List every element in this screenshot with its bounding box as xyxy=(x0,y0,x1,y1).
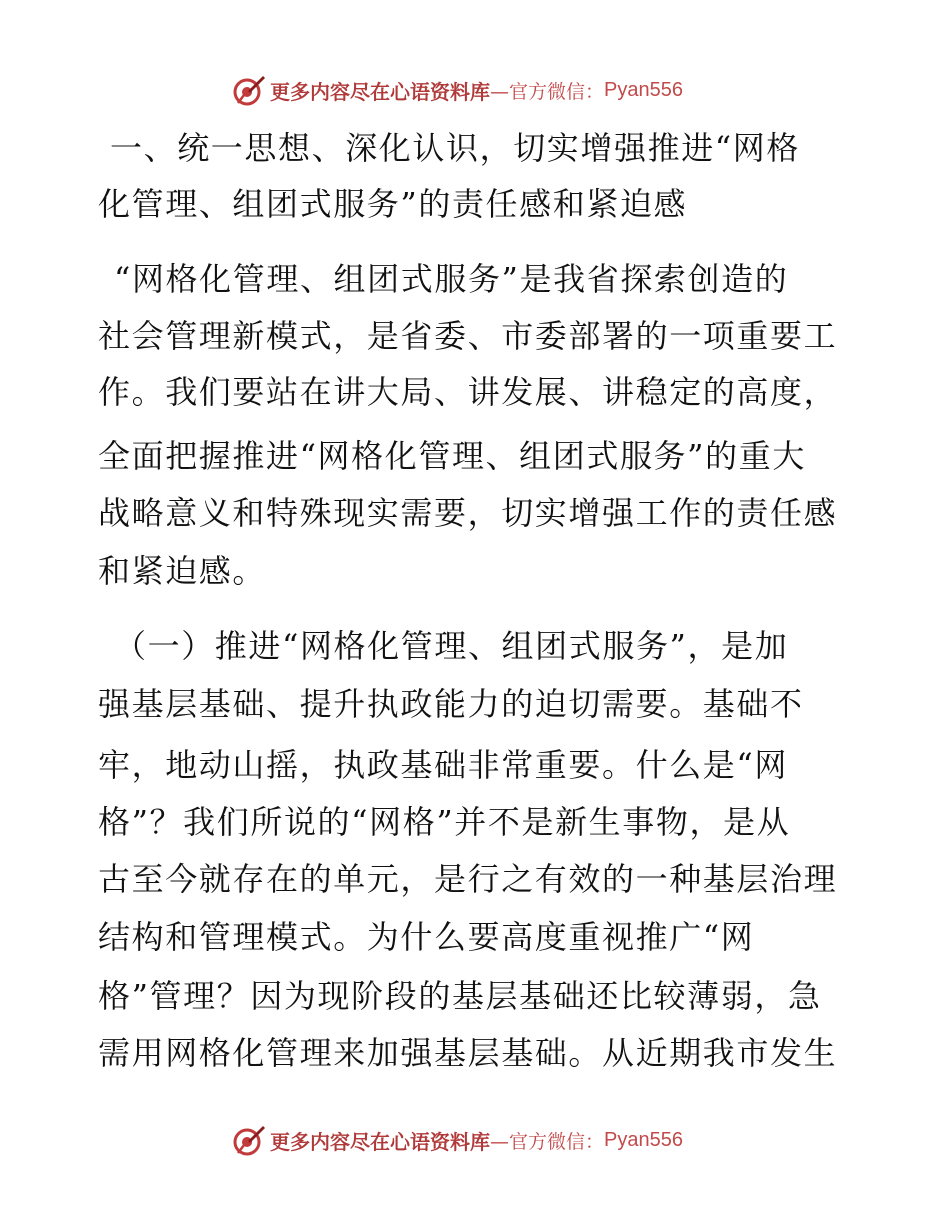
paragraph-2-line-6: 结构和管理模式。为什么要高度重视推广“网 xyxy=(98,918,755,956)
paragraph-1-line-4: 全面把握推进“网格化管理、组团式服务”的重大 xyxy=(98,437,806,475)
paragraph-2-line-3: 牢，地动山摇，执政基础非常重要。什么是“网 xyxy=(98,746,788,784)
watermark-wechat-id: Pyan556 xyxy=(604,78,683,101)
watermark-main-text: 更多内容尽在心语资料库 xyxy=(270,1129,490,1154)
pen-logo-icon xyxy=(232,1123,266,1157)
paragraph-2-line-7: 格”管理？因为现阶段的基层基础还比较薄弱，急 xyxy=(98,977,822,1015)
pen-logo-icon xyxy=(232,73,266,107)
paragraph-2-line-8: 需用网格化管理来加强基层基础。从近期我市发生 xyxy=(98,1034,838,1072)
paragraph-1-line-3: 作。我们要站在讲大局、讲发展、讲稳定的高度， xyxy=(98,373,838,411)
paragraph-2-line-1: （一）推进“网格化管理、组团式服务”，是加 xyxy=(114,627,789,665)
watermark-sub-text: —官方微信： xyxy=(490,1130,605,1153)
watermark-wechat-id: Pyan556 xyxy=(604,1128,683,1151)
paragraph-2-line-5: 古至今就存在的单元，是行之有效的一种基层治理 xyxy=(98,860,838,898)
paragraph-1-line-6: 和紧迫感。 xyxy=(98,552,267,590)
paragraph-1-line-2: 社会管理新模式，是省委、市委部署的一项重要工 xyxy=(98,317,838,355)
watermark-main-text: 更多内容尽在心语资料库 xyxy=(270,79,490,104)
section-heading-line-1: 一、统一思想、深化认识，切实增强推进“网格 xyxy=(110,129,800,167)
footer-watermark xyxy=(232,1122,683,1158)
watermark-sub-text: —官方微信： xyxy=(490,80,605,103)
paragraph-2-line-4: 格”？我们所说的“网格”并不是新生事物，是从 xyxy=(98,803,791,841)
section-heading-line-2: 化管理、组团式服务”的责任感和紧迫感 xyxy=(98,185,688,223)
paragraph-1-line-1: “网格化管理、组团式服务”是我省探索创造的 xyxy=(114,260,789,298)
header-watermark xyxy=(232,72,683,108)
paragraph-1-line-5: 战略意义和特殊现实需要，切实增强工作的责任感 xyxy=(98,494,838,532)
paragraph-2-line-2: 强基层基础、提升执政能力的迫切需要。基础不 xyxy=(98,685,804,723)
